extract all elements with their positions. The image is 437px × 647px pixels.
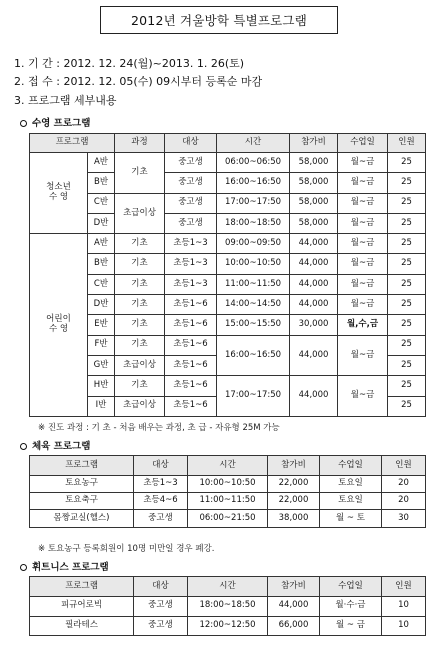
- day-cell: 월~금: [338, 173, 388, 193]
- target-cell: 초등1~3: [134, 476, 188, 493]
- course-cell: 초급이상: [115, 355, 165, 375]
- target-cell: 중고생: [165, 213, 217, 233]
- course-cell: 초급이상: [115, 396, 165, 416]
- fitness-section-label: 휘트니스 프로그램: [32, 562, 109, 573]
- day-cell: 월·수·금: [320, 597, 382, 617]
- youth-swim-label: 청소년 수 영: [30, 153, 88, 234]
- capacity-cell: 25: [388, 376, 426, 396]
- table-row: [30, 193, 426, 213]
- fee-cell: 44,000: [290, 295, 338, 315]
- swim-section-label: 수영 프로그램: [32, 118, 91, 129]
- header-course: 과정: [115, 134, 165, 153]
- header-time: 시간: [217, 134, 290, 153]
- header-fee: 참가비: [268, 577, 320, 597]
- table-header-row: [30, 456, 426, 476]
- fee-cell: 22,000: [268, 476, 320, 493]
- capacity-cell: 25: [388, 193, 426, 213]
- time-cell: 15:00~15:50: [217, 315, 290, 335]
- day-cell: 월~금: [338, 234, 388, 254]
- time-cell: 16:00~16:50: [217, 173, 290, 193]
- program-cell: 피규어로빅: [30, 597, 134, 617]
- day-cell: 토요일: [320, 476, 382, 493]
- table-row: [30, 173, 426, 193]
- header-target: 대상: [165, 134, 217, 153]
- day-cell: 월 ~ 토: [320, 510, 382, 527]
- capacity-cell: 25: [388, 274, 426, 294]
- fee-cell: 58,000: [290, 153, 338, 173]
- header-day: 수업일: [320, 456, 382, 476]
- course-cell: 기초: [115, 376, 165, 396]
- program-detail-heading: 3. 프로그램 세부내용: [14, 94, 117, 107]
- header-target: 대상: [134, 456, 188, 476]
- day-cell: 월~금: [338, 274, 388, 294]
- time-cell: 12:00~12:50: [188, 616, 268, 636]
- time-cell: 09:00~09:50: [217, 234, 290, 254]
- header-capacity: 인원: [382, 577, 426, 597]
- fee-cell: 44,000: [268, 597, 320, 617]
- fee-cell: 66,000: [268, 616, 320, 636]
- day-cell: 월~금: [338, 254, 388, 274]
- time-cell: 11:00~11:50: [217, 274, 290, 294]
- target-cell: 중고생: [134, 616, 188, 636]
- time-cell: 17:00~17:50: [217, 376, 290, 417]
- fee-cell: 44,000: [290, 254, 338, 274]
- child-swim-label: 어린이 수 영: [30, 234, 88, 417]
- time-cell: 14:00~14:50: [217, 295, 290, 315]
- fee-cell: 44,000: [290, 335, 338, 376]
- fee-cell: 44,000: [290, 274, 338, 294]
- day-cell: 월~금: [338, 153, 388, 173]
- target-cell: 중고생: [165, 193, 217, 213]
- target-cell: 초등1~6: [165, 376, 217, 396]
- fee-cell: 38,000: [268, 510, 320, 527]
- target-cell: 중고생: [134, 597, 188, 617]
- class-cell: B반: [88, 254, 115, 274]
- target-cell: 초등4~6: [134, 493, 188, 510]
- capacity-cell: 25: [388, 295, 426, 315]
- table-row: [30, 274, 426, 294]
- course-cell: 기초: [115, 274, 165, 294]
- time-cell: 06:00~21:50: [188, 510, 268, 527]
- table-row: [30, 315, 426, 335]
- class-cell: D반: [88, 213, 115, 233]
- class-cell: E반: [88, 315, 115, 335]
- target-cell: 초등1~6: [165, 396, 217, 416]
- table-header-row: [30, 577, 426, 597]
- course-cell: 기초: [115, 254, 165, 274]
- header-program: 프로그램: [30, 456, 134, 476]
- header-time: 시간: [188, 456, 268, 476]
- table-row: [30, 510, 426, 527]
- capacity-cell: 25: [388, 234, 426, 254]
- class-cell: B반: [88, 173, 115, 193]
- table-row: [30, 295, 426, 315]
- target-cell: 초등1~6: [165, 315, 217, 335]
- class-cell: C반: [88, 193, 115, 213]
- fee-cell: 44,000: [290, 376, 338, 417]
- table-row: [30, 213, 426, 233]
- time-cell: 06:00~06:50: [217, 153, 290, 173]
- day-cell: 월,수,금: [338, 315, 388, 335]
- capacity-cell: 20: [382, 493, 426, 510]
- table-row: [30, 616, 426, 636]
- target-cell: 초등1~6: [165, 335, 217, 355]
- course-cell: 초급이상: [115, 193, 165, 234]
- target-cell: 초등1~3: [165, 234, 217, 254]
- header-fee: 참가비: [290, 134, 338, 153]
- table-row: [30, 597, 426, 617]
- course-cell: 기초: [115, 153, 165, 194]
- day-cell: 월~금: [338, 213, 388, 233]
- program-cell: 필라테스: [30, 616, 134, 636]
- day-cell: 월~금: [338, 295, 388, 315]
- target-cell: 중고생: [165, 173, 217, 193]
- time-cell: 16:00~16:50: [217, 335, 290, 376]
- time-cell: 10:00~10:50: [188, 476, 268, 493]
- program-cell: 토요축구: [30, 493, 134, 510]
- circle-bullet-icon: [20, 120, 27, 127]
- table-row: [30, 254, 426, 274]
- header-time: 시간: [188, 577, 268, 597]
- registration-line: 2. 접 수 : 2012. 12. 05(수) 09시부터 등록순 마감: [14, 75, 263, 88]
- target-cell: 초등1~3: [165, 254, 217, 274]
- sports-section-label: 체육 프로그램: [32, 441, 91, 452]
- header-day: 수업일: [338, 134, 388, 153]
- target-cell: 중고생: [165, 153, 217, 173]
- capacity-cell: 25: [388, 254, 426, 274]
- capacity-cell: 25: [388, 315, 426, 335]
- time-cell: 18:00~18:50: [217, 213, 290, 233]
- capacity-cell: 10: [382, 616, 426, 636]
- header-capacity: 인원: [388, 134, 426, 153]
- fee-cell: 58,000: [290, 173, 338, 193]
- course-cell: 기초: [115, 335, 165, 355]
- class-cell: I반: [88, 396, 115, 416]
- course-cell: 기초: [115, 234, 165, 254]
- table-header-row: [30, 134, 426, 153]
- capacity-cell: 20: [382, 476, 426, 493]
- capacity-cell: 25: [388, 355, 426, 375]
- period-line: 1. 기 간 : 2012. 12. 24(월)~2013. 1. 26(토): [14, 57, 245, 70]
- capacity-cell: 25: [388, 213, 426, 233]
- class-cell: G반: [88, 355, 115, 375]
- fitness-table: [29, 576, 426, 636]
- document-title: 2012년 겨울방학 특별프로그램: [100, 6, 338, 34]
- day-cell: 월~금: [338, 193, 388, 213]
- fee-cell: 44,000: [290, 234, 338, 254]
- header-day: 수업일: [320, 577, 382, 597]
- sports-note: ※ 토요농구 등록회원이 10명 미만일 경우 폐강.: [38, 544, 215, 554]
- capacity-cell: 25: [388, 173, 426, 193]
- table-row: [30, 476, 426, 493]
- program-cell: 토요농구: [30, 476, 134, 493]
- target-cell: 초등1~6: [165, 295, 217, 315]
- fee-cell: 58,000: [290, 193, 338, 213]
- fee-cell: 22,000: [268, 493, 320, 510]
- target-cell: 초등1~3: [165, 274, 217, 294]
- course-cell: 기초: [115, 315, 165, 335]
- header-program: 프로그램: [30, 134, 115, 153]
- class-cell: F반: [88, 335, 115, 355]
- capacity-cell: 10: [382, 597, 426, 617]
- capacity-cell: 30: [382, 510, 426, 527]
- table-row: [30, 376, 426, 396]
- time-cell: 17:00~17:50: [217, 193, 290, 213]
- day-cell: 월~금: [338, 335, 388, 376]
- circle-bullet-icon: [20, 443, 27, 450]
- class-cell: H반: [88, 376, 115, 396]
- day-cell: 월~금: [338, 376, 388, 417]
- fee-cell: 30,000: [290, 315, 338, 335]
- capacity-cell: 25: [388, 335, 426, 355]
- fee-cell: 58,000: [290, 213, 338, 233]
- table-row: [30, 493, 426, 510]
- day-cell: 토요일: [320, 493, 382, 510]
- program-cell: 몸짱교실(헬스): [30, 510, 134, 527]
- target-cell: 초등1~6: [165, 355, 217, 375]
- header-program: 프로그램: [30, 577, 134, 597]
- header-target: 대상: [134, 577, 188, 597]
- class-cell: D반: [88, 295, 115, 315]
- fitness-section-title: [20, 559, 109, 573]
- class-cell: A반: [88, 234, 115, 254]
- time-cell: 11:00~11:50: [188, 493, 268, 510]
- class-cell: C반: [88, 274, 115, 294]
- header-fee: 참가비: [268, 456, 320, 476]
- swim-section-title: [20, 115, 90, 129]
- circle-bullet-icon: [20, 564, 27, 571]
- table-row: [30, 234, 426, 254]
- table-row: [30, 153, 426, 173]
- course-cell: 기초: [115, 295, 165, 315]
- time-cell: 10:00~10:50: [217, 254, 290, 274]
- sports-section-title: [20, 438, 90, 452]
- time-cell: 18:00~18:50: [188, 597, 268, 617]
- capacity-cell: 25: [388, 153, 426, 173]
- sports-table: [29, 455, 426, 528]
- table-row: [30, 335, 426, 355]
- target-cell: 중고생: [134, 510, 188, 527]
- swim-course-note: ※ 진도 과정 : 기 초 - 처음 배우는 과정, 초 급 - 자유형 25M 가능: [38, 423, 280, 433]
- header-capacity: 인원: [382, 456, 426, 476]
- swim-table: [29, 133, 426, 417]
- day-cell: 월 ~ 금: [320, 616, 382, 636]
- capacity-cell: 25: [388, 396, 426, 416]
- class-cell: A반: [88, 153, 115, 173]
